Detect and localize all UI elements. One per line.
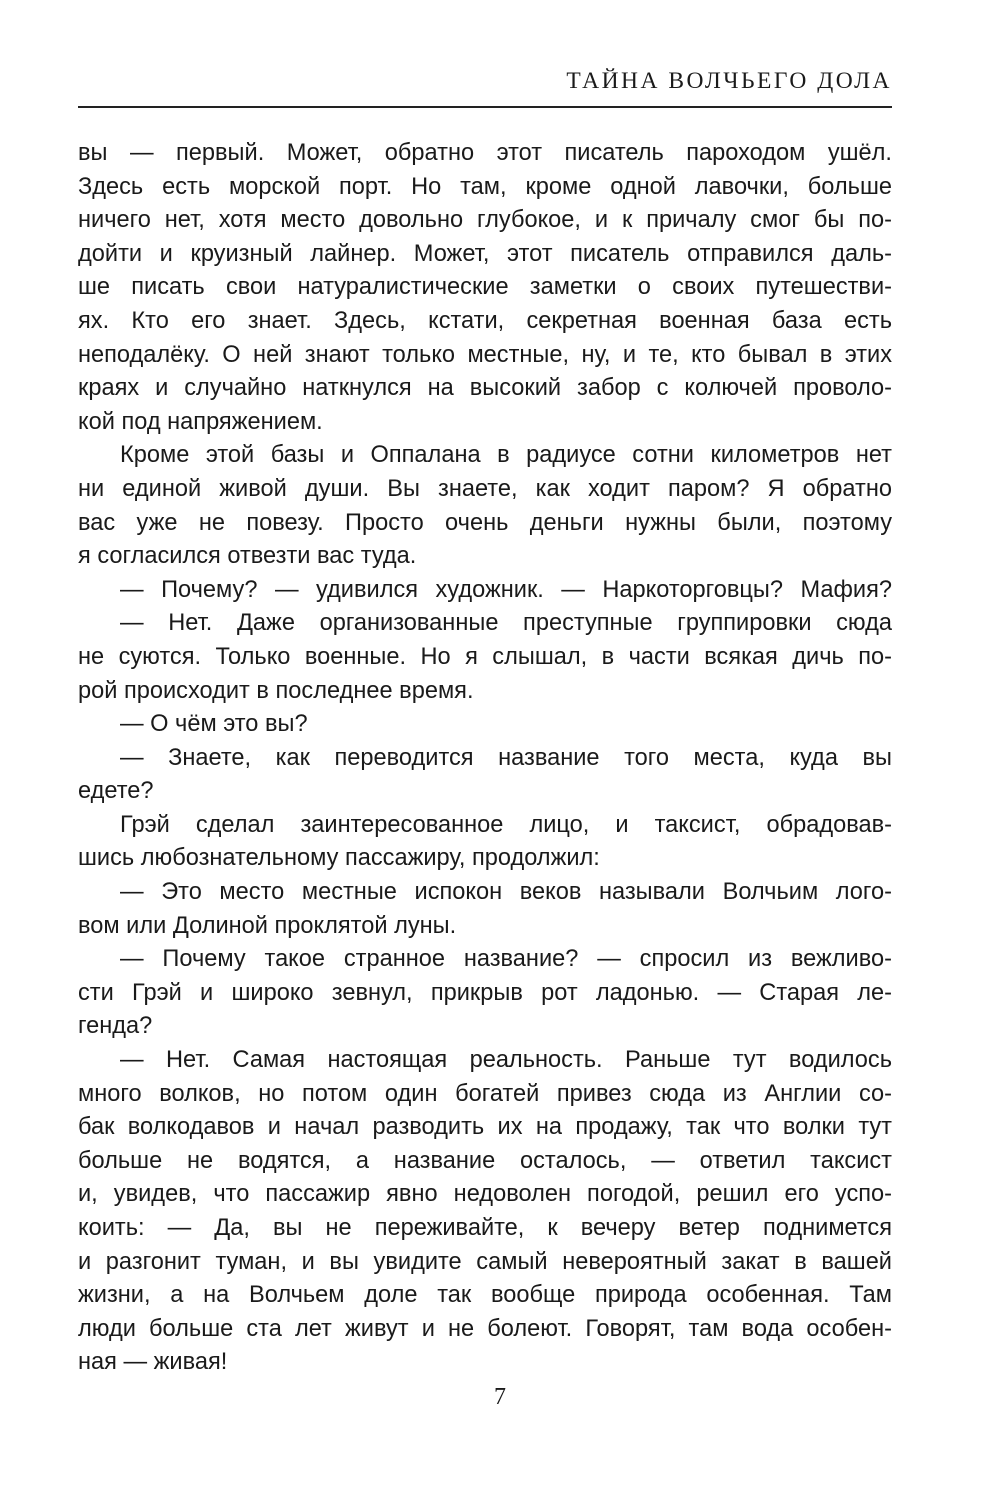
text-line: кой под напряжением.	[78, 408, 323, 435]
text-line: — Знаете, как переводится название того места, куда вы	[120, 744, 892, 771]
running-title: ТАЙНА ВОЛЧЬЕГО ДОЛА	[566, 68, 892, 94]
text-line: неподалёку. О ней знают только местные, ну, и те, кто бывал в этих	[78, 341, 892, 368]
text-line: ше писать свои натуралистические заметки о своих путешестви-	[78, 274, 892, 301]
text-line: Кроме этой базы и Оппалана в радиусе сотни километров нет	[120, 442, 892, 469]
text-line: Здесь есть морской порт. Но там, кроме одной лавочки, больше	[78, 173, 892, 200]
text-line: ная — живая!	[78, 1349, 228, 1376]
page-number: 7	[494, 1384, 506, 1410]
body-text	[78, 137, 892, 1380]
text-line: сти Грэй и широко зевнул, прикрыв рот ладонью. — Старая ле-	[78, 979, 892, 1006]
text-line: ях. Кто его знает. Здесь, кстати, секретная военная база есть	[78, 307, 892, 334]
text-line: — Почему? — удивился художник. — Наркоторговцы? Мафия?	[120, 576, 892, 603]
text-line: коить: — Да, вы не переживайте, к вечеру ветер поднимется	[78, 1215, 892, 1241]
text-line: дойти и круизный лайнер. Может, этот писатель отправился даль-	[78, 240, 892, 267]
text-line: бак волкодавов и начал разводить их на продажу, так что волки тут	[78, 1114, 892, 1141]
text-line: едете?	[78, 778, 154, 805]
text-line: много волков, но потом один богатей привез сюда из Англии со-	[78, 1080, 892, 1107]
header-rule	[78, 106, 892, 108]
text-line: — Почему такое странное название? — спросил из вежливо-	[120, 946, 892, 973]
text-line: — Это место местные испокон веков называли Волчьим лого-	[120, 879, 892, 906]
text-line: Грэй сделал заинтересованное лицо, и таксист, обрадовав-	[120, 811, 892, 838]
text-line: больше не водятся, а название осталось, — ответил таксист	[78, 1147, 892, 1174]
text-line: не суются. Только военные. Но я слышал, в части всякая дичь по-	[78, 643, 892, 670]
text-line: вас уже не повезу. Просто очень деньги нужны были, поэтому	[78, 509, 892, 536]
text-line: вы — первый. Может, обратно этот писатель пароходом ушёл.	[78, 140, 892, 166]
text-line: шись любознательному пассажиру, продолжил:	[78, 845, 600, 872]
text-line: вом или Долиной проклятой луны.	[78, 912, 457, 939]
text-line: люди больше ста лет живут и не болеют. Говорят, там вода особен-	[78, 1315, 892, 1342]
text-line: — Нет. Даже организованные преступные группировки сюда	[120, 610, 892, 637]
text-line: ни единой живой души. Вы знаете, как ходит паром? Я обратно	[78, 475, 892, 502]
text-line: генда?	[78, 1013, 153, 1040]
text-line: я согласился отвезти вас туда.	[78, 543, 417, 570]
text-line: рой происходит в последнее время.	[78, 677, 474, 704]
text-line: краях и случайно наткнулся на высокий забор с колючей проволо-	[78, 375, 892, 402]
text-line: — О чём это вы?	[120, 711, 308, 738]
text-line: — Нет. Самая настоящая реальность. Раньше тут водилось	[120, 1047, 892, 1074]
text-line: и, увидев, что пассажир явно недоволен погодой, решил его успо-	[78, 1181, 892, 1208]
text-line: ничего нет, хотя место довольно глубокое, и к причалу смог бы по-	[78, 207, 892, 234]
text-line: и разгонит туман, и вы увидите самый невероятный закат в вашей	[78, 1248, 892, 1275]
text-line: жизни, а на Волчьем доле так вообще природа особенная. Там	[78, 1282, 892, 1309]
